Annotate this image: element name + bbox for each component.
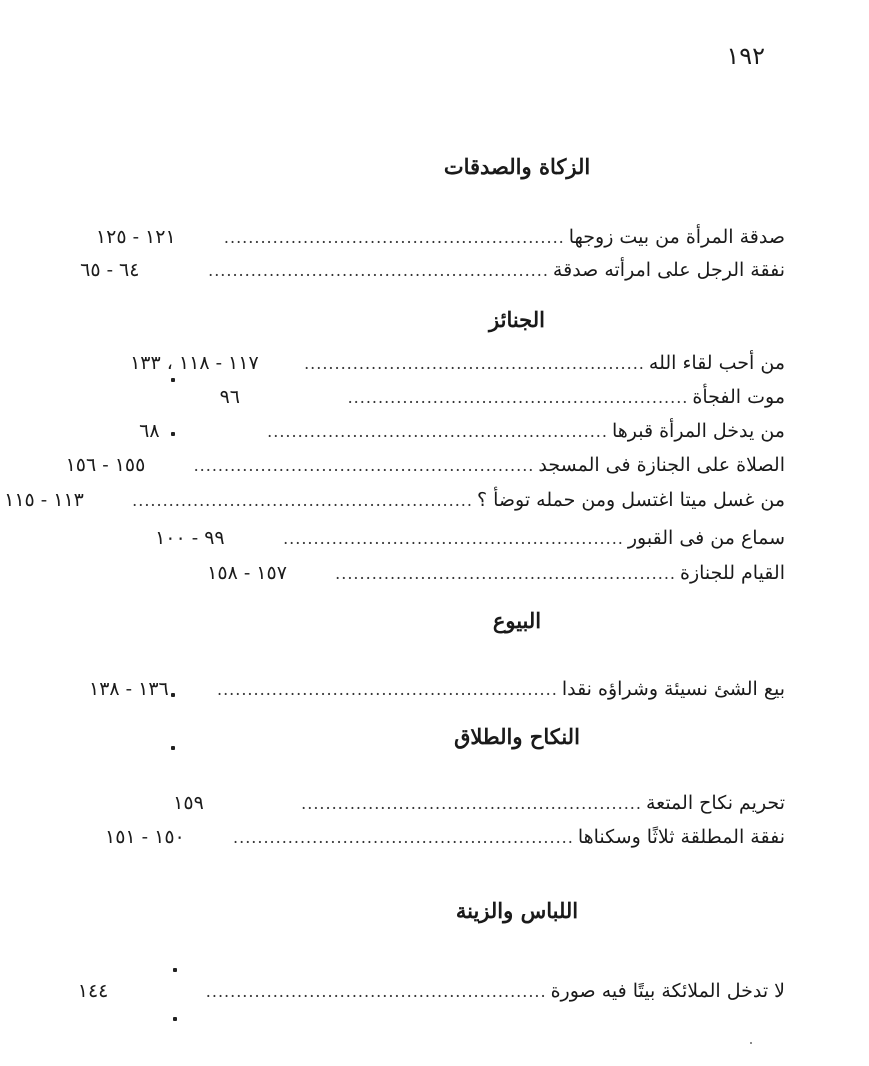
entry-pages: ١٥٧ - ١٥٨	[207, 562, 287, 584]
entry-title: نفقة المطلقة ثلاثًا وسكناها	[577, 826, 785, 848]
leader-dots: ........................................................	[335, 564, 676, 583]
entry-title: من يدخل المرأة قبرها	[611, 420, 785, 442]
index-entry	[89, 678, 785, 708]
leader-dots: ........................................................	[301, 794, 642, 813]
entry-pages: ٦٨	[139, 420, 160, 442]
section-heading-text: اللباس والزينة	[455, 898, 579, 923]
leader-dots: ........................................................	[205, 982, 547, 1001]
index-entry	[65, 454, 785, 484]
entry-title: الصلاة على الجنازة فى المسجد	[538, 454, 785, 476]
leader-dots: ........................................................	[347, 388, 689, 407]
entry-pages: ١٤٤	[77, 980, 109, 1002]
scan-mark	[171, 693, 175, 697]
entry-pages: ٩٦	[219, 386, 240, 408]
leader-dots: ........................................................	[132, 491, 473, 510]
index-entry	[219, 386, 785, 416]
index-entry	[139, 420, 785, 450]
section-heading-zakat	[165, 154, 869, 179]
entry-title: القيام للجنازة	[679, 562, 785, 584]
entry-title: تحريم نكاح المتعة	[645, 792, 785, 814]
section-heading-sales	[165, 608, 869, 633]
entry-pages: ١٢١ - ١٢٥	[95, 226, 176, 248]
index-entry	[207, 562, 785, 592]
page-number: ١٩٢	[726, 42, 765, 70]
scan-mark	[171, 432, 175, 436]
scan-mark	[173, 968, 177, 972]
entry-pages: ١٣٦ - ١٣٨	[89, 678, 169, 700]
entry-title: صدقة المرأة من بيت زوجها	[568, 226, 785, 248]
index-entry	[105, 826, 785, 856]
leader-dots: ........................................................	[304, 354, 645, 373]
section-heading-text: البيوع	[492, 608, 542, 633]
scan-speck	[750, 1042, 752, 1044]
entry-pages: ١١٧ - ١١٨ ، ١٣٣	[130, 352, 259, 374]
entry-pages: ١١٣ - ١١٥	[4, 489, 84, 511]
entry-pages: ٩٩ - ١٠٠	[155, 527, 225, 549]
index-entry	[130, 352, 785, 382]
index-entry	[4, 489, 785, 519]
scan-mark	[171, 746, 175, 750]
entry-pages: ١٥٠ - ١٥١	[105, 826, 185, 848]
section-heading-clothing	[165, 898, 869, 923]
entry-title: سماع من فى القبور	[627, 527, 785, 549]
section-heading-funerals	[165, 307, 869, 332]
leader-dots: ........................................................	[267, 422, 608, 441]
entry-title: موت الفجأة	[692, 386, 785, 408]
leader-dots: ........................................................	[233, 828, 574, 847]
scan-mark	[173, 1017, 177, 1021]
index-entry	[173, 792, 785, 822]
entry-title: من غسل ميتا اغتسل ومن حمله توضأ ؟	[476, 489, 785, 511]
leader-dots: ........................................................	[208, 261, 549, 280]
leader-dots: ........................................................	[223, 228, 565, 247]
entry-title: بيع الشئ نسيئة وشراؤه نقدا	[561, 678, 785, 700]
section-heading-text: النكاح والطلاق	[454, 724, 580, 749]
section-heading-text: الجنائز	[489, 307, 545, 332]
index-entry	[77, 980, 785, 1010]
section-heading-text: الزكاة والصدقات	[443, 154, 591, 179]
scan-mark	[171, 378, 175, 382]
entry-title: من أحب لقاء الله	[648, 352, 785, 374]
entry-title: لا تدخل الملائكة بيتًا فيه صورة	[550, 980, 785, 1002]
section-heading-marriage	[165, 724, 869, 749]
entry-pages: ٦٤ - ٦٥	[80, 259, 140, 281]
entry-pages: ١٥٩	[173, 792, 204, 814]
entry-pages: ١٥٥ - ١٥٦	[65, 454, 146, 476]
index-entry	[80, 259, 785, 289]
leader-dots: ........................................................	[283, 529, 624, 548]
entry-title: نفقة الرجل على امرأته صدقة	[552, 259, 785, 281]
leader-dots: ........................................................	[193, 456, 535, 475]
index-entry	[155, 527, 785, 557]
index-entry	[95, 226, 785, 256]
leader-dots: ........................................................	[217, 680, 558, 699]
